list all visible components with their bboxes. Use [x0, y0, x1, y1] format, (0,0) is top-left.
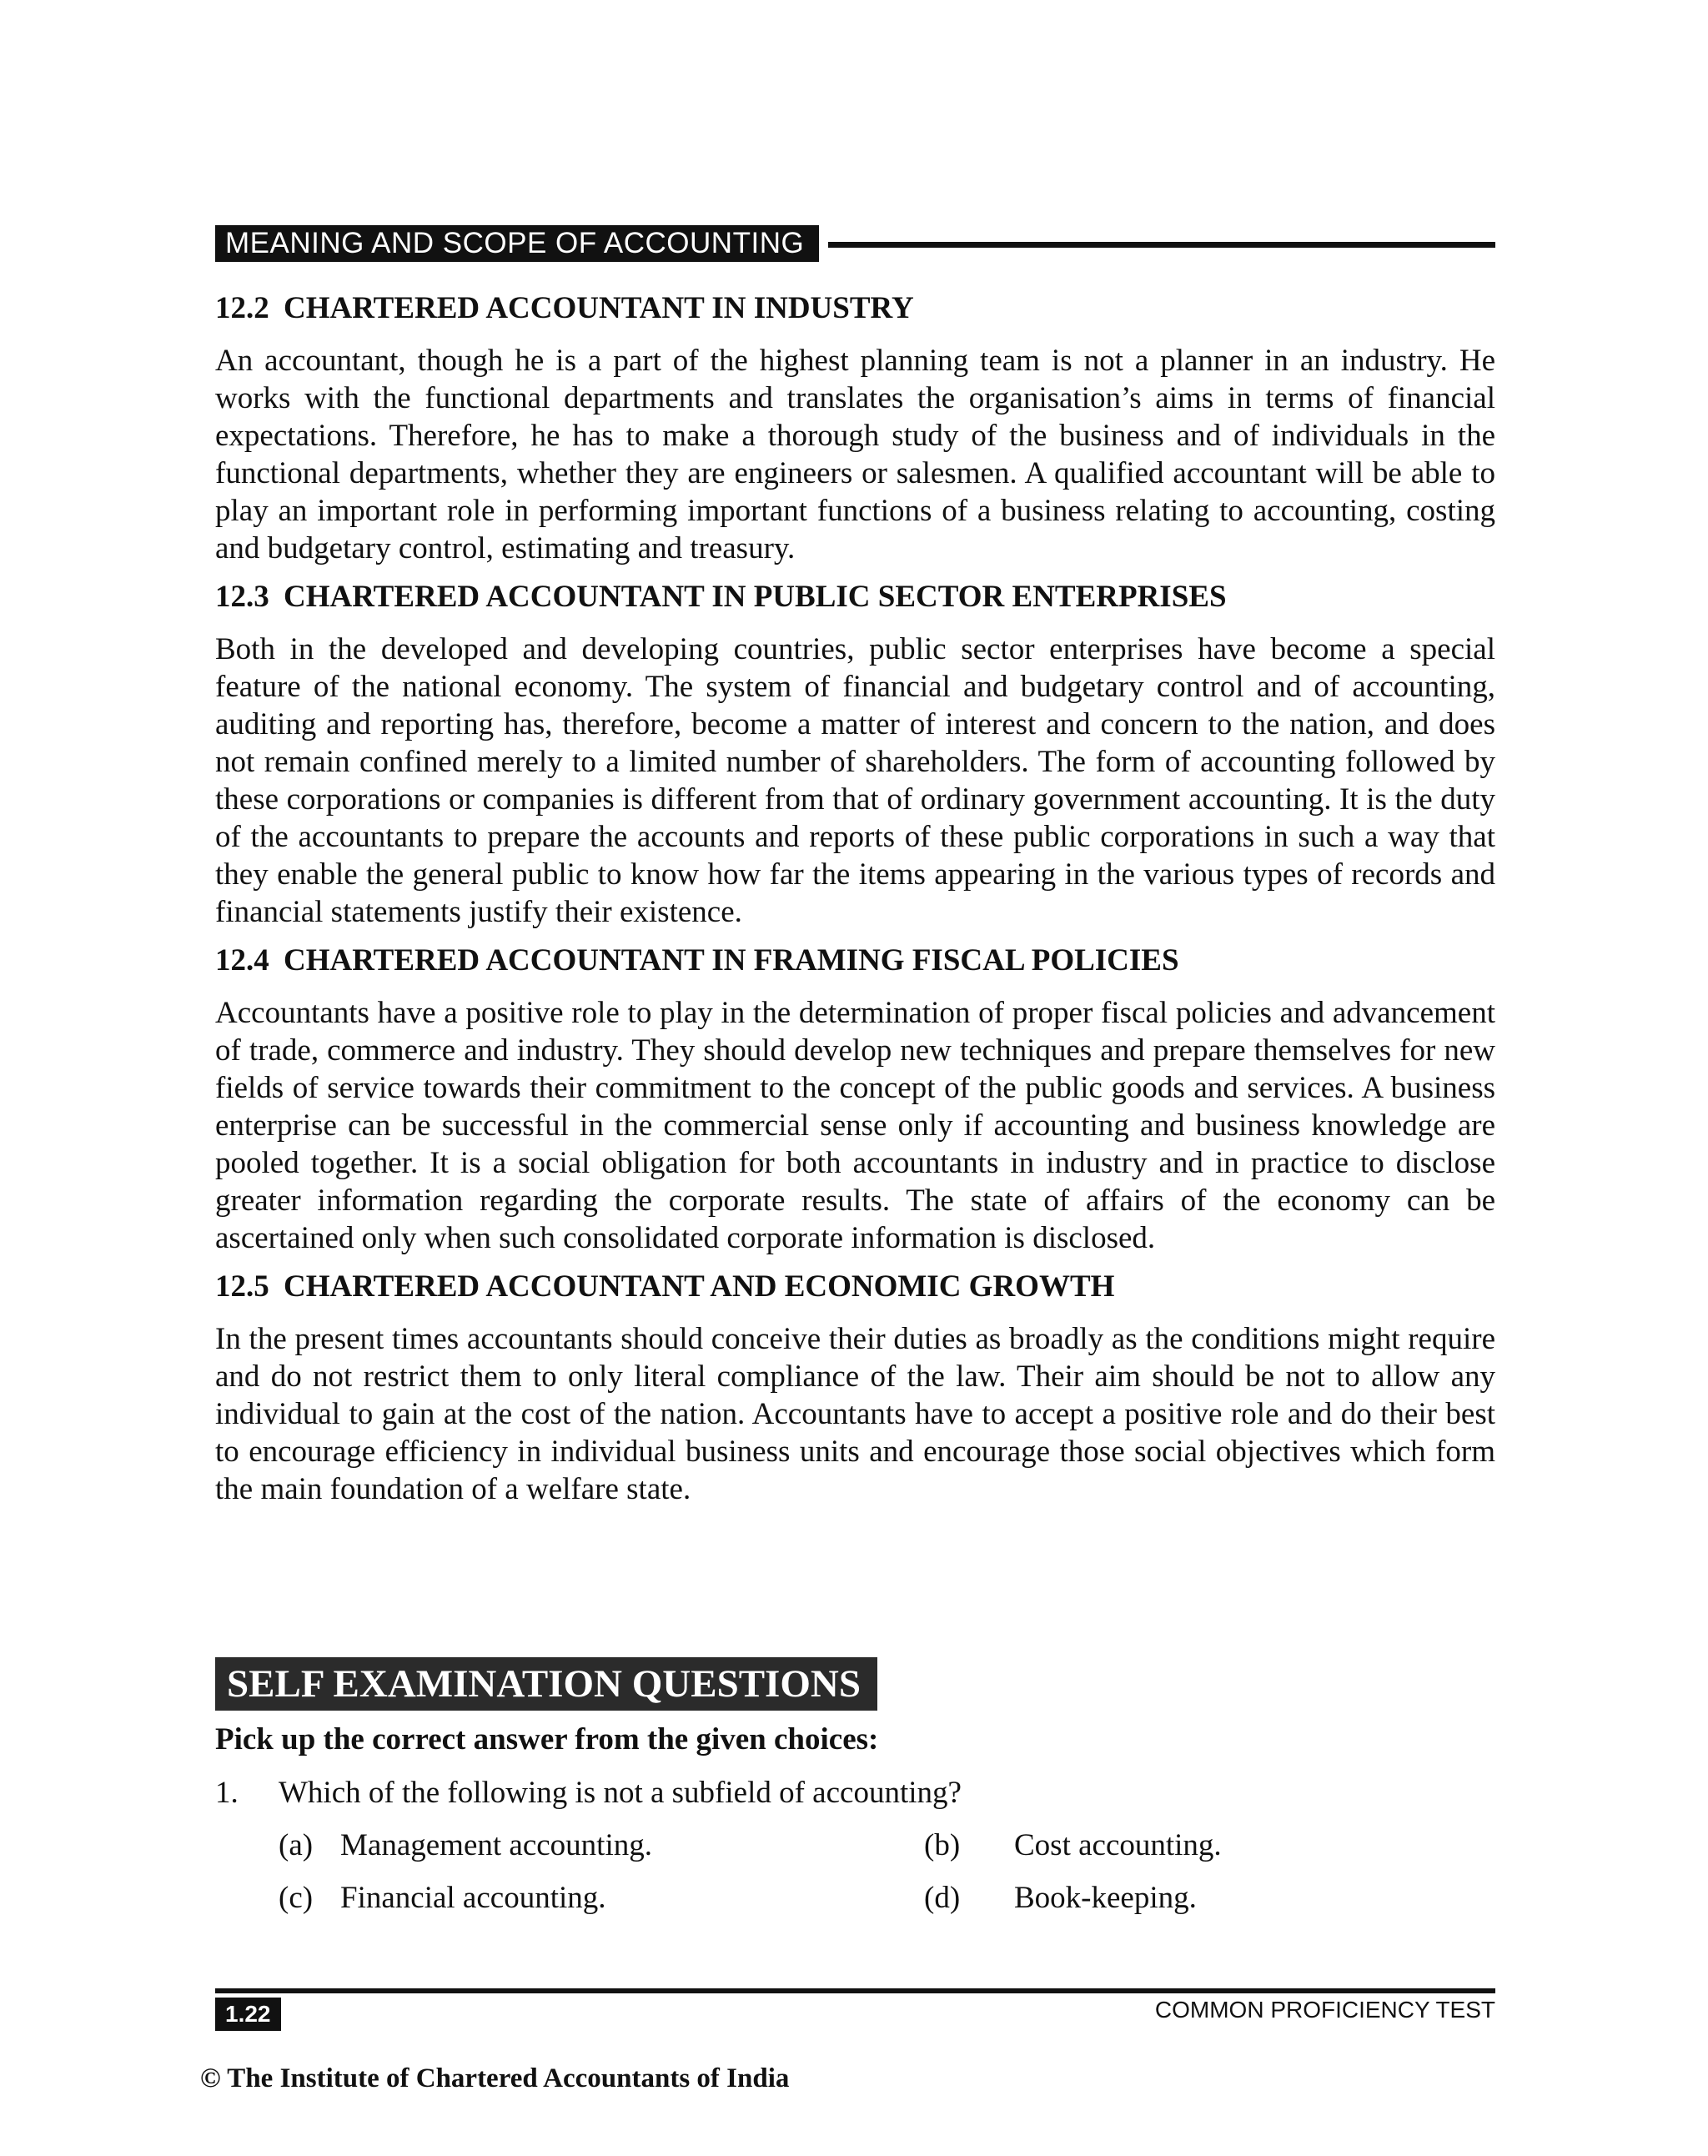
section-title: CHARTERED ACCOUNTANT AND ECONOMIC GROWTH	[284, 1269, 1115, 1304]
section-heading	[215, 1269, 1495, 1305]
section-heading	[215, 290, 1495, 327]
option-a	[279, 1827, 652, 1864]
option-letter: (b)	[924, 1828, 961, 1862]
section-paragraph: In the present times accountants should conceive their duties as broadly as the conditions might require and do not restrict them to only literal compliance of the law. Their aim should be not to allow any individual to gain at the cost of the nation. Accountants have to accept a positive role and do their best to encourage efficiency in individual business units and encourage those social objectives which form the main foundation of a welfare state.	[215, 1322, 1495, 1506]
section-12-2	[215, 290, 1495, 567]
section-paragraph: An accountant, though he is a part of the highest planning team is not a planner in an industry. He works with the functional departments and translates the organisation’s aims in terms of financial expectations. Therefore, he has to make a thorough study of the business and of individuals in the functional departments, whether they are engineers or salesmen. A qualified accountant will be able to play an important role in performing important functions of a business relating to accounting, costing and budgetary control, estimating and treasury.	[215, 344, 1495, 565]
option-letter: (d)	[924, 1881, 961, 1915]
option-text: Management accounting.	[340, 1828, 652, 1862]
section-title: CHARTERED ACCOUNTANT IN PUBLIC SECTOR ENTERPRISES	[284, 580, 1227, 614]
section-number: 12.5	[215, 1269, 269, 1304]
section-number: 12.4	[215, 943, 269, 977]
section-title: CHARTERED ACCOUNTANT IN FRAMING FISCAL POLICIES	[284, 943, 1179, 977]
section-12-3	[215, 579, 1495, 931]
footer-series: COMMON PROFICIENCY TEST	[1154, 1997, 1495, 2023]
section-12-4	[215, 942, 1495, 1257]
exam-instruction: Pick up the correct answer from the given choices:	[215, 1722, 879, 1756]
section-number: 12.3	[215, 580, 269, 614]
footer-rule	[215, 1988, 1495, 1993]
option-d	[924, 1880, 1197, 1917]
header-rule	[828, 242, 1495, 248]
main-content	[215, 290, 1495, 1520]
option-b	[924, 1827, 1222, 1864]
option-c	[279, 1880, 606, 1917]
option-letter: (c)	[279, 1881, 314, 1915]
section-heading	[215, 942, 1495, 979]
question-text: Which of the following is not a subfield of accounting?	[279, 1776, 962, 1810]
option-letter: (a)	[279, 1828, 314, 1862]
page-number: 1.22	[215, 1998, 281, 2031]
section-heading	[215, 579, 1495, 616]
copyright-notice: © The Institute of Chartered Accountants of India	[200, 2063, 790, 2093]
option-text: Cost accounting.	[1014, 1828, 1222, 1862]
question-number: 1.	[215, 1776, 239, 1810]
question-1	[215, 1775, 962, 1812]
self-exam-title: SELF EXAMINATION QUESTIONS	[215, 1657, 877, 1711]
section-number: 12.2	[215, 291, 269, 325]
option-text: Book-keeping.	[1014, 1881, 1197, 1915]
section-title: CHARTERED ACCOUNTANT IN INDUSTRY	[284, 291, 914, 325]
option-text: Financial accounting.	[340, 1881, 606, 1915]
running-header	[215, 225, 1495, 262]
section-paragraph: Both in the developed and developing countries, public sector enterprises have become a special feature of the national economy. The system of financial and budgetary control and of accounting, auditing and reporting has, therefore, become a matter of interest and concern to the nation, and does not remain confined merely to a limited number of shareholders. The form of accounting followed by these corporations or companies is different from that of ordinary government accounting. It is the duty of the accountants to prepare the accounts and reports of these public corporations in such a way that they enable the general public to know how far the items appearing in the various types of records and financial statements justify their existence.	[215, 632, 1495, 929]
running-title: MEANING AND SCOPE OF ACCOUNTING	[215, 225, 819, 262]
section-12-5	[215, 1269, 1495, 1508]
section-paragraph: Accountants have a positive role to play in the determination of proper fiscal policies and advancement of trade, commerce and industry. They should develop new techniques and prepare themselves for new fields of service towards their commitment to the concept of the public goods and services. A business enterprise can be successful in the commercial sense only if accounting and business knowledge are pooled together. It is a social obligation for both accountants in industry and in practice to disclose greater information regarding the corporate results. The state of affairs of the economy can be ascertained only when such consolidated corporate information is disclosed.	[215, 996, 1495, 1255]
